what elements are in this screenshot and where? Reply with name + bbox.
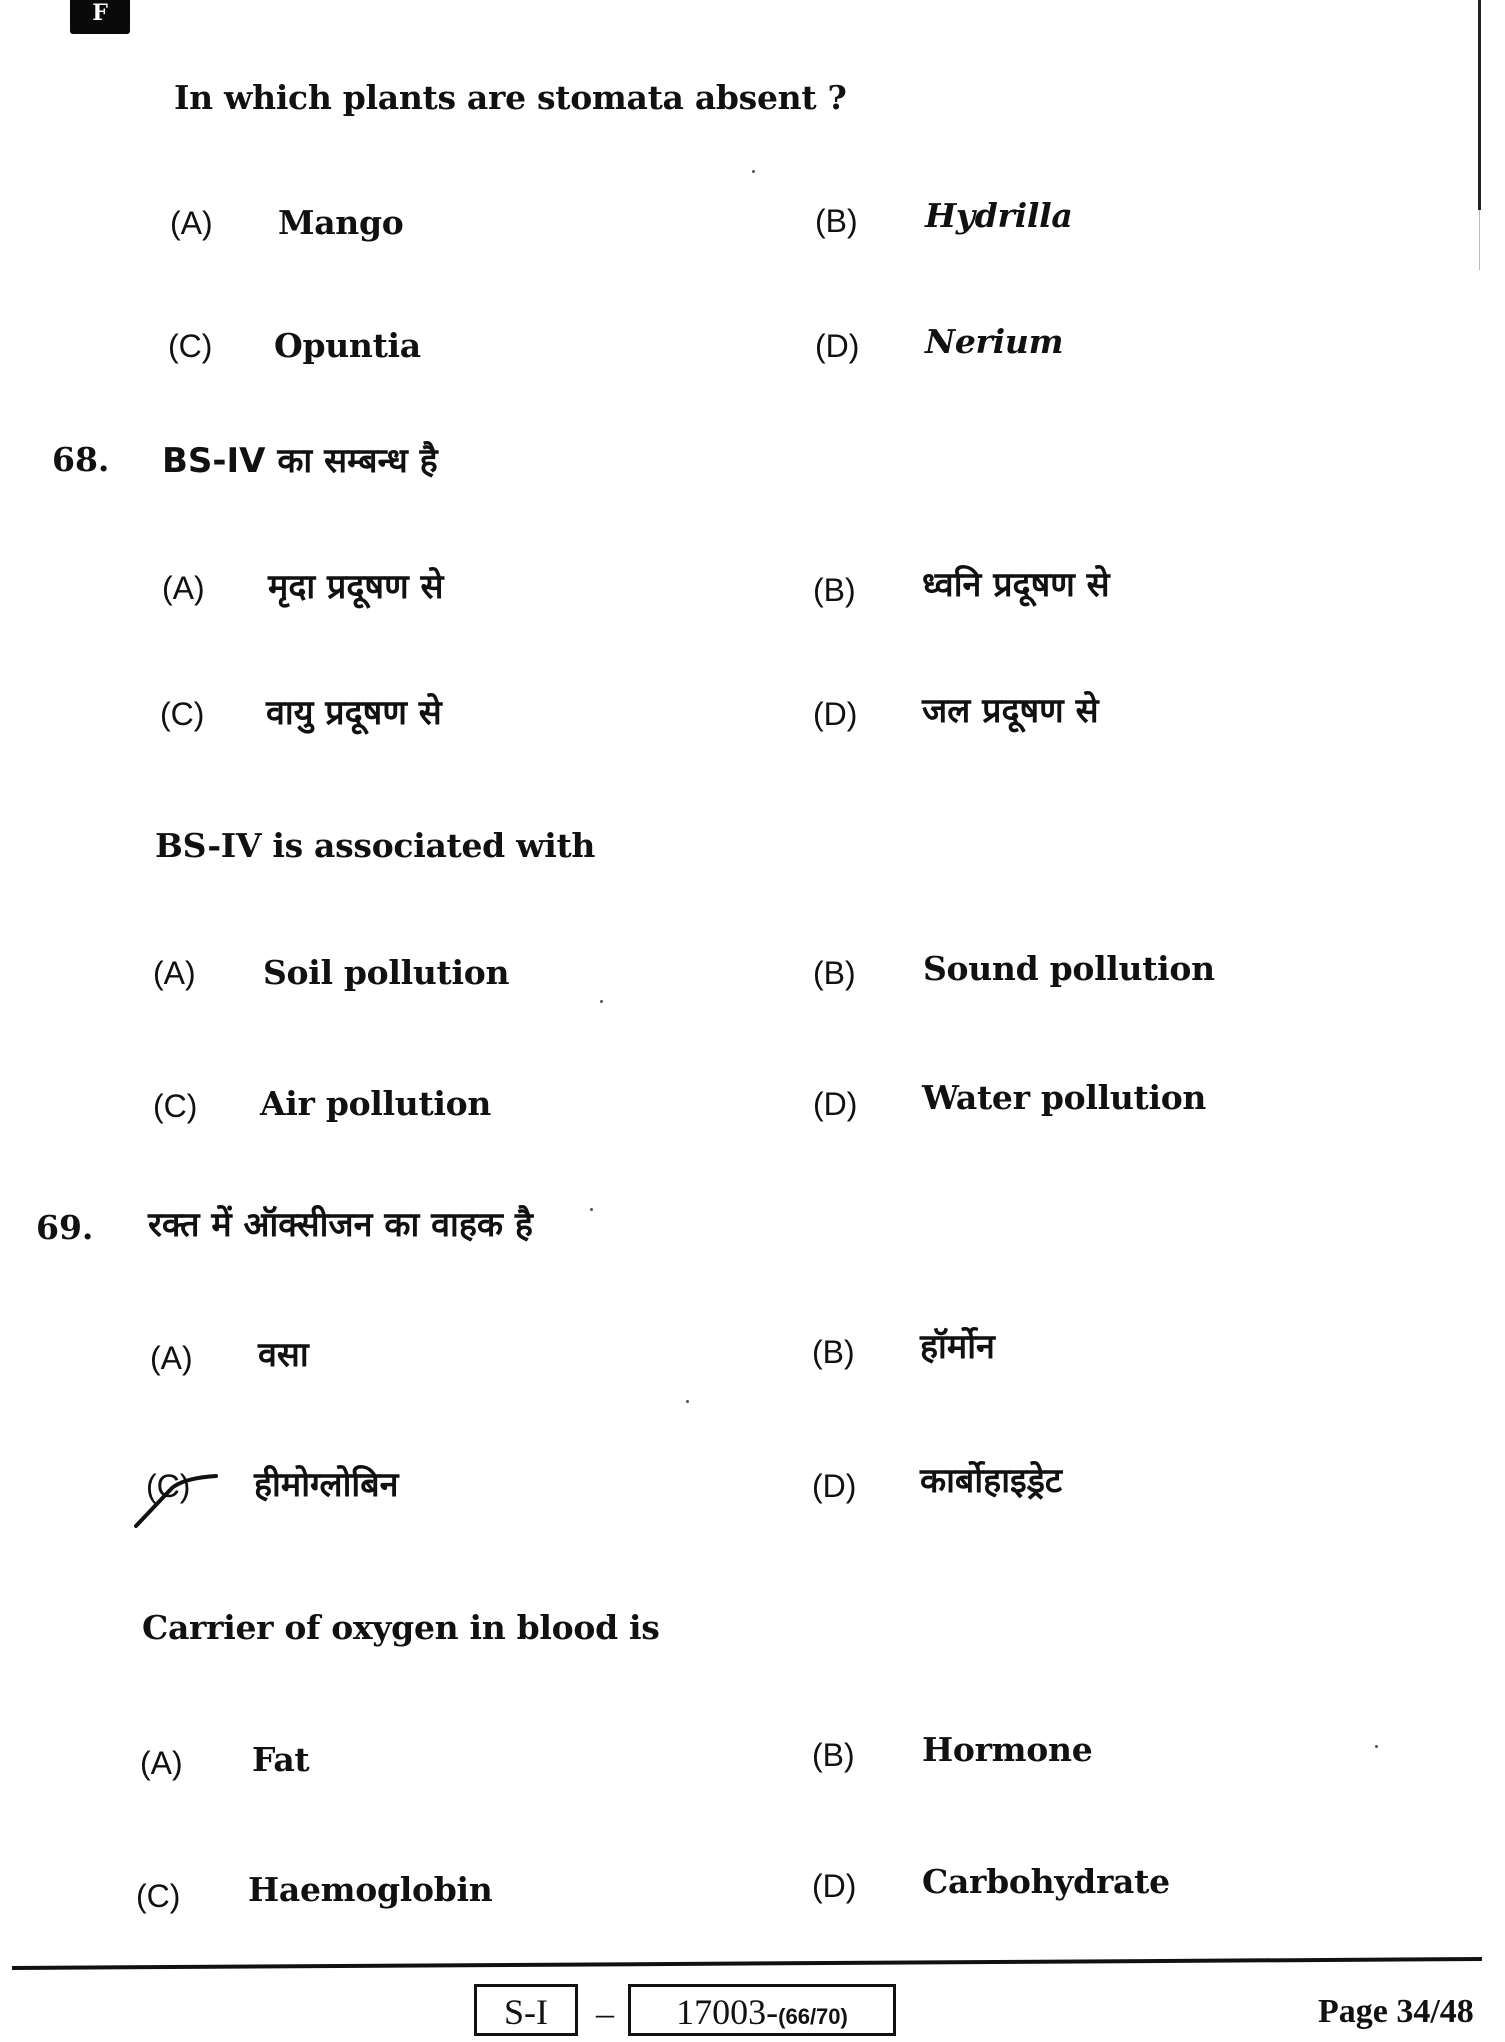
option-label-b: (B) bbox=[813, 955, 856, 991]
option-text-a-hindi: मृदा प्रदूषण से bbox=[268, 567, 444, 607]
paper-code-suffix: (66/70) bbox=[778, 2004, 848, 2029]
option-label-d-hindi: (D) bbox=[813, 696, 858, 732]
option-text-a: Soil pollution bbox=[263, 953, 510, 992]
option-label-d: (D) bbox=[812, 1868, 857, 1904]
scan-speck bbox=[686, 1400, 689, 1403]
option-label-b: (B) bbox=[815, 203, 858, 239]
option-label-a: (A) bbox=[140, 1745, 183, 1781]
option-label-c: (C) bbox=[136, 1878, 181, 1914]
option-label-a-hindi: (A) bbox=[150, 1340, 193, 1376]
page-margin-line-faint bbox=[1479, 210, 1480, 270]
option-text-d: Nerium bbox=[925, 322, 1064, 361]
page-number: Page 34/48 bbox=[1318, 1993, 1474, 2030]
question-stem-hindi: BS-IV का सम्बन्ध है bbox=[162, 441, 438, 481]
question-number: 69. bbox=[36, 1208, 94, 1247]
option-text-b-hindi: हॉर्मोन bbox=[920, 1327, 995, 1367]
option-label-a: (A) bbox=[170, 205, 213, 241]
option-text-a: Mango bbox=[278, 203, 404, 242]
option-text-b: Hydrilla bbox=[925, 196, 1073, 235]
option-text-a-hindi: वसा bbox=[258, 1335, 309, 1375]
option-text-c: Haemoglobin bbox=[248, 1870, 493, 1909]
option-text-c: Opuntia bbox=[274, 326, 421, 365]
pen-answer-mark-icon bbox=[132, 1470, 222, 1530]
option-label-a: (A) bbox=[153, 955, 196, 991]
option-text-c-hindi: वायु प्रदूषण से bbox=[266, 693, 442, 733]
scan-speck bbox=[752, 170, 755, 173]
question-stem-english: BS-IV is associated with bbox=[155, 826, 596, 865]
question-stem-english: Carrier of oxygen in blood is bbox=[142, 1608, 660, 1647]
option-text-d: Water pollution bbox=[922, 1078, 1207, 1117]
option-label-d: (D) bbox=[813, 1086, 858, 1122]
question-stem-english: In which plants are stomata absent ? bbox=[174, 78, 847, 117]
paper-code-box bbox=[628, 1984, 896, 2036]
question-number: 68. bbox=[52, 440, 110, 479]
option-label-c-hindi: (C) bbox=[160, 696, 205, 732]
option-label-d-hindi: (D) bbox=[812, 1468, 857, 1504]
option-text-c-hindi: हीमोग्लोबिन bbox=[254, 1465, 399, 1505]
code-separator: – bbox=[596, 1993, 614, 2033]
footer-divider bbox=[12, 1957, 1482, 1970]
series-code-box: S-I bbox=[474, 1984, 578, 2036]
page-margin-line bbox=[1478, 0, 1481, 210]
option-label-c: (C) bbox=[168, 328, 213, 364]
option-text-d: Carbohydrate bbox=[922, 1862, 1170, 1901]
paper-code: 17003- bbox=[676, 1992, 779, 2032]
booklet-series-mark: F bbox=[70, 0, 130, 34]
option-text-d-hindi: कार्बोहाइड्रेट bbox=[920, 1461, 1063, 1501]
scan-speck bbox=[1375, 1745, 1378, 1748]
option-text-d-hindi: जल प्रदूषण से bbox=[922, 691, 1099, 731]
option-label-d: (D) bbox=[815, 328, 860, 364]
scan-speck bbox=[600, 1000, 603, 1003]
option-label-a-hindi: (A) bbox=[162, 570, 205, 606]
scan-speck bbox=[590, 1208, 593, 1211]
option-text-b-hindi: ध्वनि प्रदूषण से bbox=[922, 565, 1110, 605]
question-stem-hindi: रक्त में ऑक्सीजन का वाहक है bbox=[148, 1205, 533, 1245]
option-label-c: (C) bbox=[153, 1088, 198, 1124]
option-text-c: Air pollution bbox=[260, 1084, 492, 1123]
option-label-c-hindi: (C) bbox=[146, 1468, 191, 1504]
option-label-b-hindi: (B) bbox=[813, 572, 856, 608]
option-label-b-hindi: (B) bbox=[812, 1334, 855, 1370]
option-text-b: Hormone bbox=[922, 1730, 1093, 1769]
option-text-b: Sound pollution bbox=[923, 949, 1215, 988]
option-text-a: Fat bbox=[252, 1740, 310, 1779]
option-label-b: (B) bbox=[812, 1737, 855, 1773]
